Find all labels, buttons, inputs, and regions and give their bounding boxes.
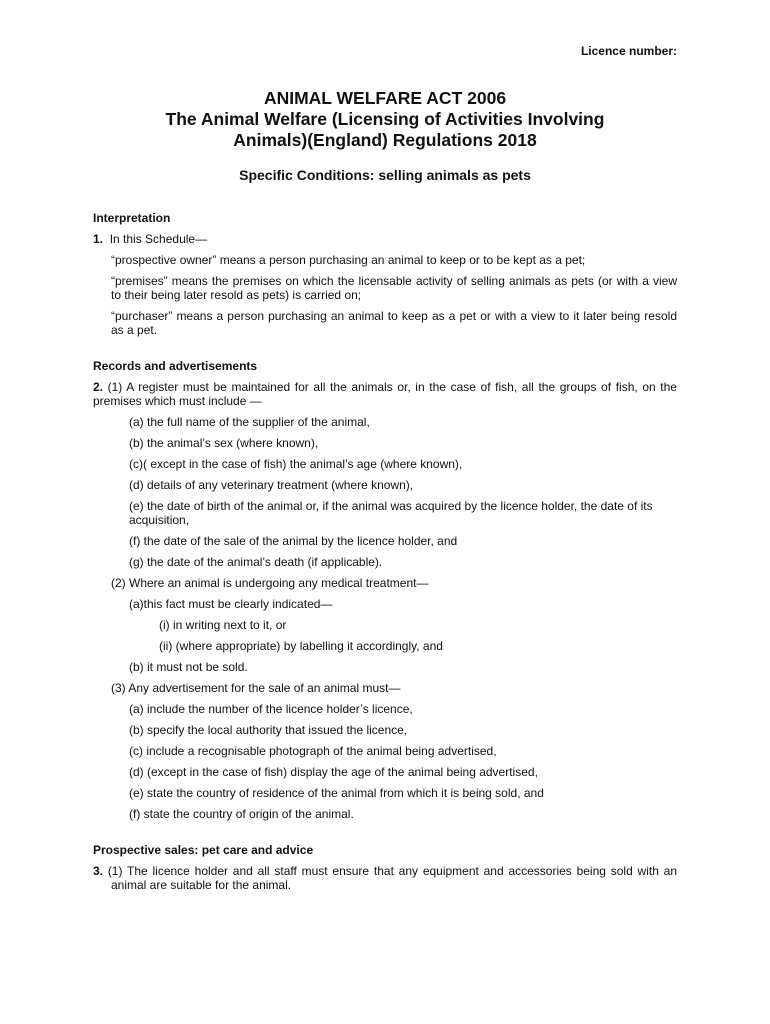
document-title (0, 88, 770, 151)
paragraph-3-1-text: (1) The licence holder and all staff must ensure that any equipment and accessories being sold with an animal are suitable for the animal. (107, 864, 677, 892)
title-line-1: ANIMAL WELFARE ACT 2006 (263, 88, 507, 108)
treatment-subitem-ii: (ii) (where appropriate) by labelling it accordingly, and (159, 639, 443, 653)
document-body (93, 211, 677, 892)
treatment-item-a: (a)this fact must be clearly indicated— (129, 597, 333, 611)
paragraph-2-1-text: (1) A register must be maintained for all the animals or, in the case of fish, all the groups of fish, on the premises which must include — (93, 380, 677, 408)
register-item-e: (e) the date of birth of the animal or, if the animal was acquired by the licence holder, the date of its acquisition, (129, 499, 653, 527)
advert-item-e: (e) state the country of residence of the animal from which it is being sold, and (129, 786, 544, 800)
advert-item-d: (d) (except in the case of fish) display the age of the animal being advertised, (129, 765, 538, 779)
paragraph-1 (93, 232, 677, 246)
advert-item-b: (b) specify the local authority that issued the licence, (129, 723, 408, 737)
register-item-c: (c)( except in the case of fish) the animal’s age (where known), (129, 457, 463, 471)
definition-purchaser: “purchaser” means a person purchasing an animal to keep as a pet or with a view to it later being resold as a pet. (111, 309, 677, 337)
advert-item-c: (c) include a recognisable photograph of the animal being advertised, (129, 744, 497, 758)
paragraph-2-number: 2. (93, 380, 104, 394)
advert-item-f: (f) state the country of origin of the animal. (129, 807, 354, 821)
sales-heading: Prospective sales: pet care and advice (93, 843, 314, 857)
paragraph-1-intro: In this Schedule— (109, 232, 208, 246)
register-item-b: (b) the animal’s sex (where known), (129, 436, 319, 450)
definition-premises: “premises” means the premises on which the licensable activity of selling animals as pets (or with a view to their being later resold as pets) is carried on; (111, 274, 677, 302)
definition-prospective-owner: “prospective owner” means a person purchasing an animal to keep or to be kept as a pet; (111, 253, 586, 267)
register-item-g: (g) the date of the animal’s death (if applicable). (129, 555, 383, 569)
paragraph-2-1 (93, 380, 677, 408)
document-subtitle: Specific Conditions: selling animals as pets (239, 167, 531, 183)
advert-item-a: (a) include the number of the licence holder’s licence, (129, 702, 413, 716)
paragraph-2-2: (2) Where an animal is undergoing any medical treatment— (111, 576, 429, 590)
paragraph-3-1 (93, 864, 677, 892)
treatment-item-b: (b) it must not be sold. (129, 660, 248, 674)
records-heading: Records and advertisements (93, 359, 258, 373)
treatment-subitem-i: (i) in writing next to it, or (159, 618, 287, 632)
paragraph-1-number: 1. (93, 232, 104, 246)
register-item-a: (a) the full name of the supplier of the animal, (129, 415, 370, 429)
register-item-f: (f) the date of the sale of the animal by the licence holder, and (129, 534, 458, 548)
licence-number-label: Licence number: (580, 44, 677, 58)
title-line-2: The Animal Welfare (Licensing of Activities Involving (165, 109, 605, 129)
interpretation-heading: Interpretation (93, 211, 171, 225)
paragraph-3-number: 3. (93, 864, 104, 878)
register-item-d: (d) details of any veterinary treatment (where known), (129, 478, 414, 492)
paragraph-2-3: (3) Any advertisement for the sale of an animal must— (111, 681, 401, 695)
title-line-3: Animals)(England) Regulations 2018 (233, 130, 537, 150)
